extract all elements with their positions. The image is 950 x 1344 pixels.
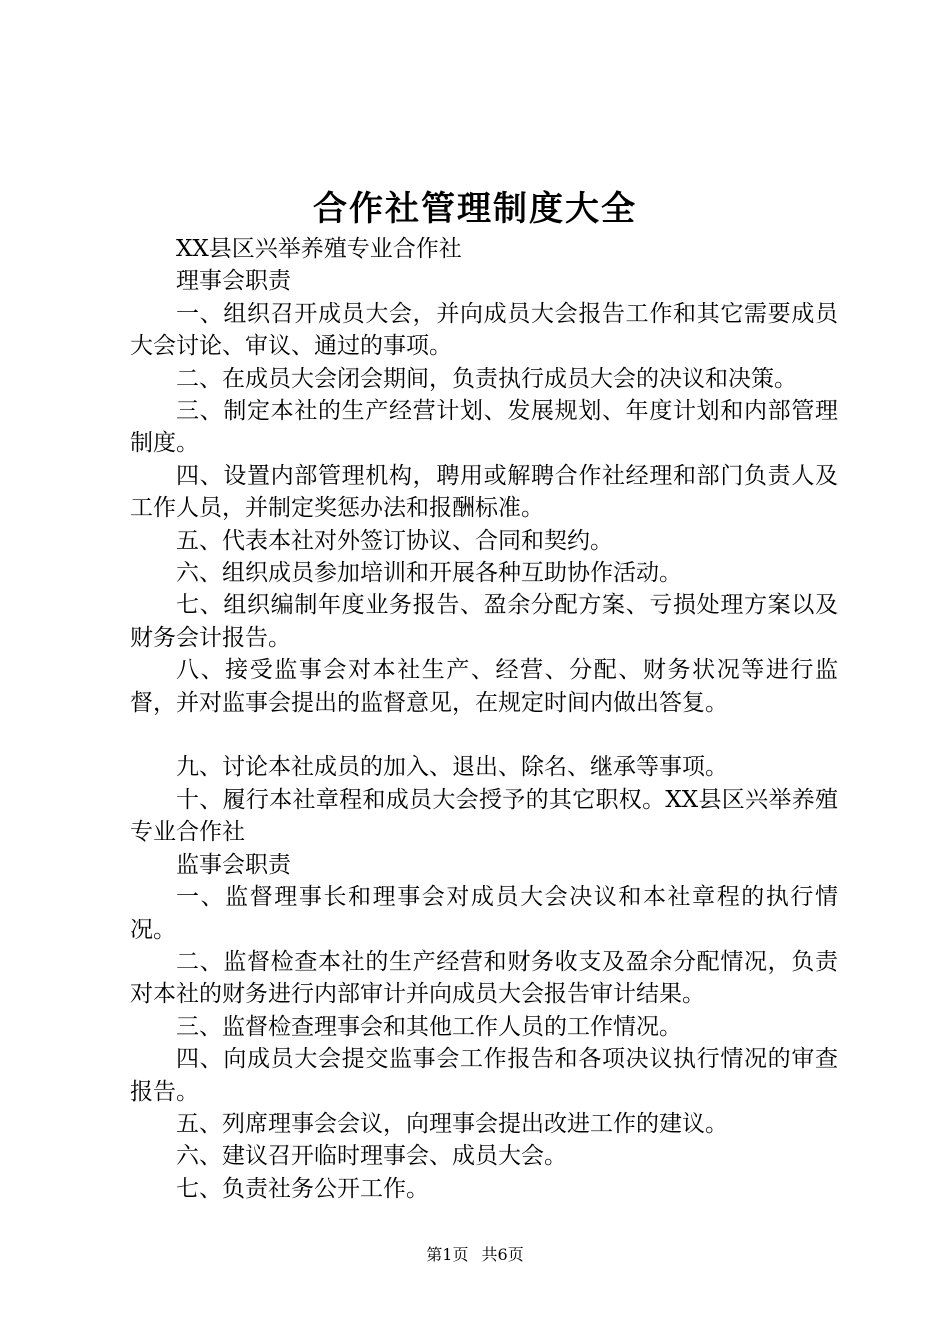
document-body xyxy=(130,233,838,1205)
section-heading-council: 理事会职责 xyxy=(176,268,291,295)
paragraph: 二、监督检查本社的生产经营和财务收支及盈余分配情况，负责对本社的财务进行内部审计并向成员大会报告审计结果。 xyxy=(130,948,838,1008)
paragraph: 一、监督理事长和理事会对成员大会决议和本社章程的执行情况。 xyxy=(130,884,838,943)
paragraph: 三、监督检查理事会和其他工作人员的工作情况。 xyxy=(176,1013,682,1040)
paragraph: 七、负责社务公开工作。 xyxy=(176,1175,429,1202)
paragraph: 十、履行本社章程和成员大会授予的其它职权。XX县区兴举养殖专业合作社 xyxy=(130,786,838,846)
paragraph: 九、讨论本社成员的加入、退出、除名、继承等事项。 xyxy=(176,754,728,781)
paragraph: 八、接受监事会对本社生产、经营、分配、财务状况等进行监督，并对监事会提出的监督意见，在规定时间内做出答复。 xyxy=(130,657,838,716)
paragraph: 五、列席理事会会议，向理事会提出改进工作的建议。 xyxy=(176,1110,728,1137)
paragraph: 四、设置内部管理机构，聘用或解聘合作社经理和部门负责人及工作人员，并制定奖惩办法和报酬标准。 xyxy=(130,462,838,522)
paragraph: 六、建议召开临时理事会、成员大会。 xyxy=(176,1143,567,1170)
paragraph: 五、代表本社对外签订协议、合同和契约。 xyxy=(176,527,613,554)
page-number: 第1页 xyxy=(426,1245,469,1264)
paragraph: 二、在成员大会闭会期间，负责执行成员大会的决议和决策。 xyxy=(176,365,797,392)
paragraph: 六、组织成员参加培训和开展各种互助协作活动。 xyxy=(176,560,682,587)
paragraph: 一、组织召开成员大会，并向成员大会报告工作和其它需要成员大会讨论、审议、通过的事项。 xyxy=(130,300,838,360)
total-pages: 共6页 xyxy=(481,1245,524,1264)
page-footer xyxy=(0,1243,950,1267)
document-title: 合作社管理制度大全 xyxy=(313,189,637,229)
cooperative-name: XX县区兴举养殖专业合作社 xyxy=(176,236,462,262)
paragraph: 四、向成员大会提交监事会工作报告和各项决议执行情况的审查报告。 xyxy=(130,1046,838,1105)
paragraph: 三、制定本社的生产经营计划、发展规划、年度计划和内部管理制度。 xyxy=(130,398,838,457)
paragraph: 七、组织编制年度业务报告、盈余分配方案、亏损处理方案以及财务会计报告。 xyxy=(130,592,838,651)
section-heading-supervisory: 监事会职责 xyxy=(176,851,291,878)
paragraph-spacer xyxy=(130,719,838,751)
